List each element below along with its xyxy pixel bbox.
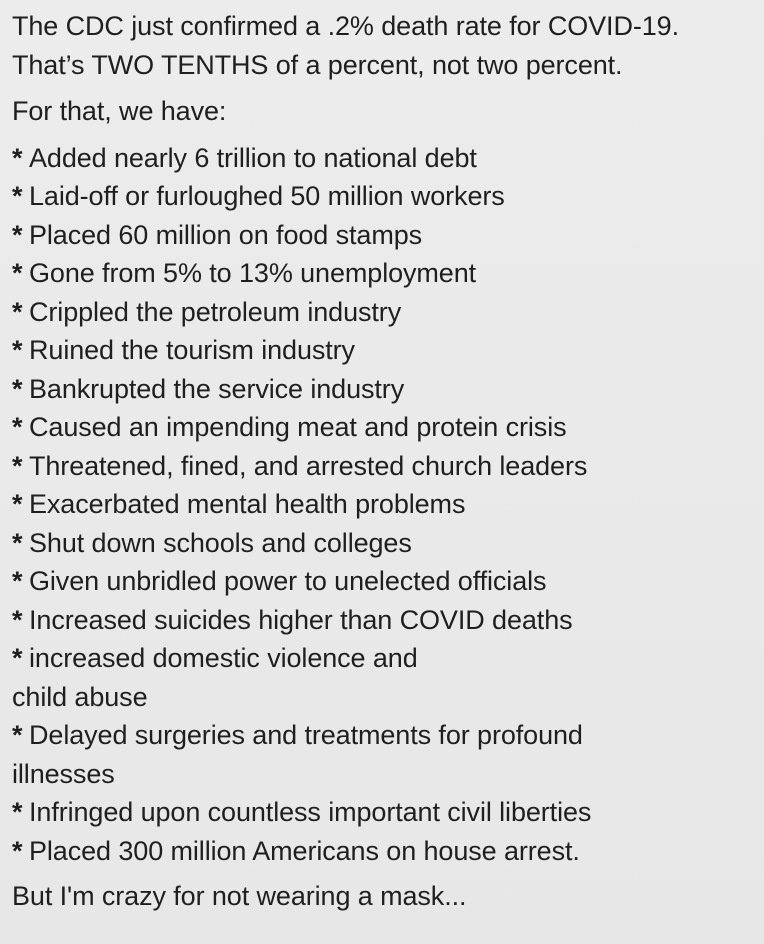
list-item-text: Threatened, fined, and arrested church leaders [29, 450, 588, 481]
list-item-text: Placed 300 million Americans on house arrest. [29, 835, 580, 866]
list-item [12, 177, 754, 216]
list-item-text: increased domestic violence and [29, 643, 418, 673]
asterisk-bullet: * [12, 142, 23, 173]
list-item [12, 562, 754, 601]
list-item [12, 139, 754, 178]
list-item-text: Exacerbated mental health problems [29, 489, 466, 519]
list-item [12, 793, 754, 832]
asterisk-bullet: * [12, 335, 23, 365]
list-item-text: Bankrupted the service industry [29, 373, 405, 404]
asterisk-bullet: * [12, 181, 23, 211]
asterisk-bullet: * [12, 450, 23, 481]
asterisk-bullet: * [12, 219, 23, 250]
asterisk-bullet: * [12, 527, 23, 558]
list-item [12, 331, 754, 370]
list-item-text: Delayed surgeries and treatments for profound [29, 720, 583, 750]
list-item [12, 408, 754, 447]
list-item-text: Laid-off or furloughed 50 million workers [29, 181, 505, 211]
consequences-list [12, 139, 754, 871]
list-item-text: Shut down schools and colleges [29, 527, 412, 558]
asterisk-bullet: * [12, 296, 23, 327]
list-item-wrapped [12, 716, 754, 793]
post-closing-line: But I'm crazy for not wearing a mask... [12, 881, 467, 911]
asterisk-bullet: * [12, 412, 23, 442]
intro-line-1: The CDC just confirmed a .2% death rate for COVID-19. [12, 11, 679, 41]
list-item-text: Placed 60 million on food stamps [29, 219, 423, 250]
list-item-text: Crippled the petroleum industry [29, 296, 402, 327]
list-item [12, 447, 754, 486]
list-item-wrapped [12, 639, 754, 716]
asterisk-bullet: * [12, 373, 23, 404]
list-item [12, 254, 754, 293]
wrapped-line-2: illnesses [12, 758, 115, 789]
asterisk-bullet: * [12, 604, 23, 635]
asterisk-bullet: * [12, 835, 23, 866]
list-lead-in: For that, we have: [12, 96, 227, 126]
list-item-text: Caused an impending meat and protein crisis [29, 412, 567, 442]
wrapped-line-2: child abuse [12, 681, 148, 712]
list-item [12, 601, 754, 640]
list-item-text: Infringed upon countless important civil liberties [29, 797, 592, 827]
intro-line-2: That’s TWO TENTHS of a percent, not two percent. [12, 49, 623, 80]
asterisk-bullet: * [12, 797, 23, 827]
asterisk-bullet: * [12, 566, 23, 596]
post-intro [12, 7, 754, 84]
list-item [12, 832, 754, 871]
list-item [12, 370, 754, 409]
wrapped-line-1 [12, 716, 754, 755]
list-item [12, 293, 754, 332]
list-item-text: Given unbridled power to unelected officials [29, 566, 547, 596]
list-item [12, 485, 754, 524]
list-item-text: Increased suicides higher than COVID deaths [29, 604, 573, 635]
list-item-text: Gone from 5% to 13% unemployment [29, 258, 477, 288]
list-item [12, 524, 754, 563]
list-item-text: Ruined the tourism industry [29, 335, 355, 365]
asterisk-bullet: * [12, 258, 23, 288]
wrapped-line-1 [12, 639, 754, 678]
list-item [12, 216, 754, 255]
asterisk-bullet: * [12, 720, 23, 750]
asterisk-bullet: * [12, 489, 23, 519]
asterisk-bullet: * [12, 643, 23, 673]
list-item-text: Added nearly 6 trillion to national debt [29, 142, 477, 173]
